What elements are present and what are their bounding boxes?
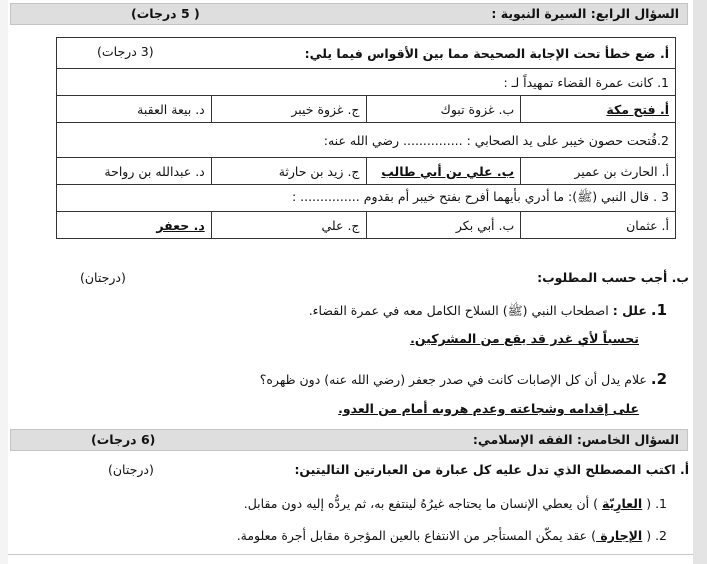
table-row bbox=[57, 158, 676, 185]
q5-item-1 bbox=[244, 496, 667, 511]
q5a-instruction: أ. اكتب المصطلح الذي تدل عليه كل عبارة من العبارتين التاليتين: bbox=[294, 462, 689, 477]
b1-text: اصطحاب النبي (ﷺ) السلاح الكامل معه في عمرة القضاء. bbox=[308, 303, 609, 318]
table-row bbox=[57, 185, 676, 212]
item-number: 1. bbox=[655, 496, 667, 511]
option-cell[interactable] bbox=[366, 212, 521, 239]
option-cell[interactable] bbox=[211, 212, 366, 239]
question-5-marks: (6 درجات) bbox=[91, 432, 156, 447]
answer-option: د. جعفر bbox=[156, 217, 205, 233]
answer-option: أ. عثمان bbox=[626, 217, 669, 233]
scrollbar-track[interactable] bbox=[693, 0, 707, 564]
table-row bbox=[57, 96, 676, 123]
table-row bbox=[57, 212, 676, 239]
answer-option: ج. علي bbox=[321, 217, 360, 233]
b2-text: علام يدل أن كل الإصابات كانت في صدر جعفر (رضي الله عنه) دون ظهره؟ bbox=[259, 372, 647, 387]
answer-option: ج. غزوة خيبر bbox=[291, 101, 360, 117]
option-cell[interactable] bbox=[211, 96, 366, 123]
option-cell[interactable] bbox=[57, 158, 212, 185]
b1-number: 1. bbox=[650, 301, 667, 319]
item-term: الإجارة bbox=[595, 528, 643, 543]
item-term: العارِيّة bbox=[602, 496, 643, 511]
b2-answer: على إقدامه وشجاعته وعدم هروبه أمام من العدو. bbox=[338, 401, 639, 416]
item-bracket: ) bbox=[593, 496, 603, 511]
option-cell[interactable] bbox=[57, 212, 212, 239]
option-cell[interactable] bbox=[521, 212, 676, 239]
question-1-text: 1. كانت عمرة القضاء تمهيداً لـ : bbox=[57, 69, 676, 96]
part-a-header bbox=[57, 38, 676, 69]
option-cell[interactable] bbox=[57, 96, 212, 123]
part-b-marks: (درجتان) bbox=[80, 270, 126, 285]
answer-option: أ. فتح مكة bbox=[606, 101, 669, 117]
option-cell[interactable] bbox=[521, 96, 676, 123]
question-5-header bbox=[10, 429, 688, 451]
b2-number: 2. bbox=[650, 370, 667, 388]
option-cell[interactable] bbox=[211, 158, 366, 185]
table-row bbox=[57, 69, 676, 96]
item-text: عقد يمكّن المستأجر من الانتفاع بالعين المؤجرة مقابل أجرة معلومة. bbox=[236, 528, 588, 543]
answer-option: د. بيعة العقبة bbox=[137, 101, 205, 117]
b2-question bbox=[260, 370, 667, 388]
b1-answer: تحسباً لأي غدر قد يقع من المشركين. bbox=[410, 331, 639, 346]
answer-option: ب. أبي بكر bbox=[455, 217, 515, 233]
answer-option: أ. الحارث بن عمير bbox=[574, 163, 669, 179]
part-a-instruction: أ. ضع خطأ تحت الإجابة الصحيحة مما بين الأقواس فيما يلي: bbox=[304, 45, 669, 61]
option-cell[interactable] bbox=[521, 158, 676, 185]
part-a-marks: (3 درجات) bbox=[97, 44, 154, 59]
item-bracket: ) bbox=[591, 528, 596, 543]
page-bottom-border bbox=[8, 554, 693, 555]
question-4-marks: ( 5 درجات) bbox=[131, 6, 200, 21]
page-left-edge bbox=[0, 0, 8, 564]
q5a-marks: (درجتان) bbox=[108, 462, 154, 477]
item-bracket: ( bbox=[642, 496, 652, 511]
part-b-instruction: ب. أجب حسب المطلوب: bbox=[537, 270, 689, 285]
question-3-text: 3 . قال النبي (ﷺ): ما أدري بأيهما أفرح بفتح خيبر أم بقدوم ............... : bbox=[57, 185, 676, 212]
item-text: أن يعطي الإنسان ما يحتاجه غيرُهُ لينتفع به، ثم يردُّه إليه دون مقابل. bbox=[243, 496, 590, 511]
table-row bbox=[57, 38, 676, 69]
answer-option: ب. علي بن أبي طالب bbox=[381, 163, 515, 179]
item-bracket: ( bbox=[642, 528, 652, 543]
question-4-header bbox=[10, 3, 688, 25]
q5-item-2 bbox=[237, 528, 667, 543]
item-number: 2. bbox=[655, 528, 667, 543]
question-4-title: السؤال الرابع: السيرة النبوية : bbox=[491, 6, 679, 21]
question-2-text: 2.فُتحت حصون خيبر على يد الصحابي : ............... رضي الله عنه: bbox=[57, 123, 676, 158]
answer-option: ب. غزوة تبوك bbox=[440, 101, 515, 117]
b1-label: علل : bbox=[612, 303, 647, 318]
b1-question bbox=[309, 301, 667, 322]
answer-option: ج. زيد بن حارثة bbox=[278, 163, 360, 179]
answer-option: د. عبدالله بن رواحة bbox=[104, 163, 205, 179]
option-cell[interactable] bbox=[366, 96, 521, 123]
mcq-table bbox=[56, 37, 676, 239]
option-cell[interactable] bbox=[366, 158, 521, 185]
table-row bbox=[57, 123, 676, 158]
question-5-title: السؤال الخامس: الفقه الإسلامي: bbox=[472, 432, 679, 447]
